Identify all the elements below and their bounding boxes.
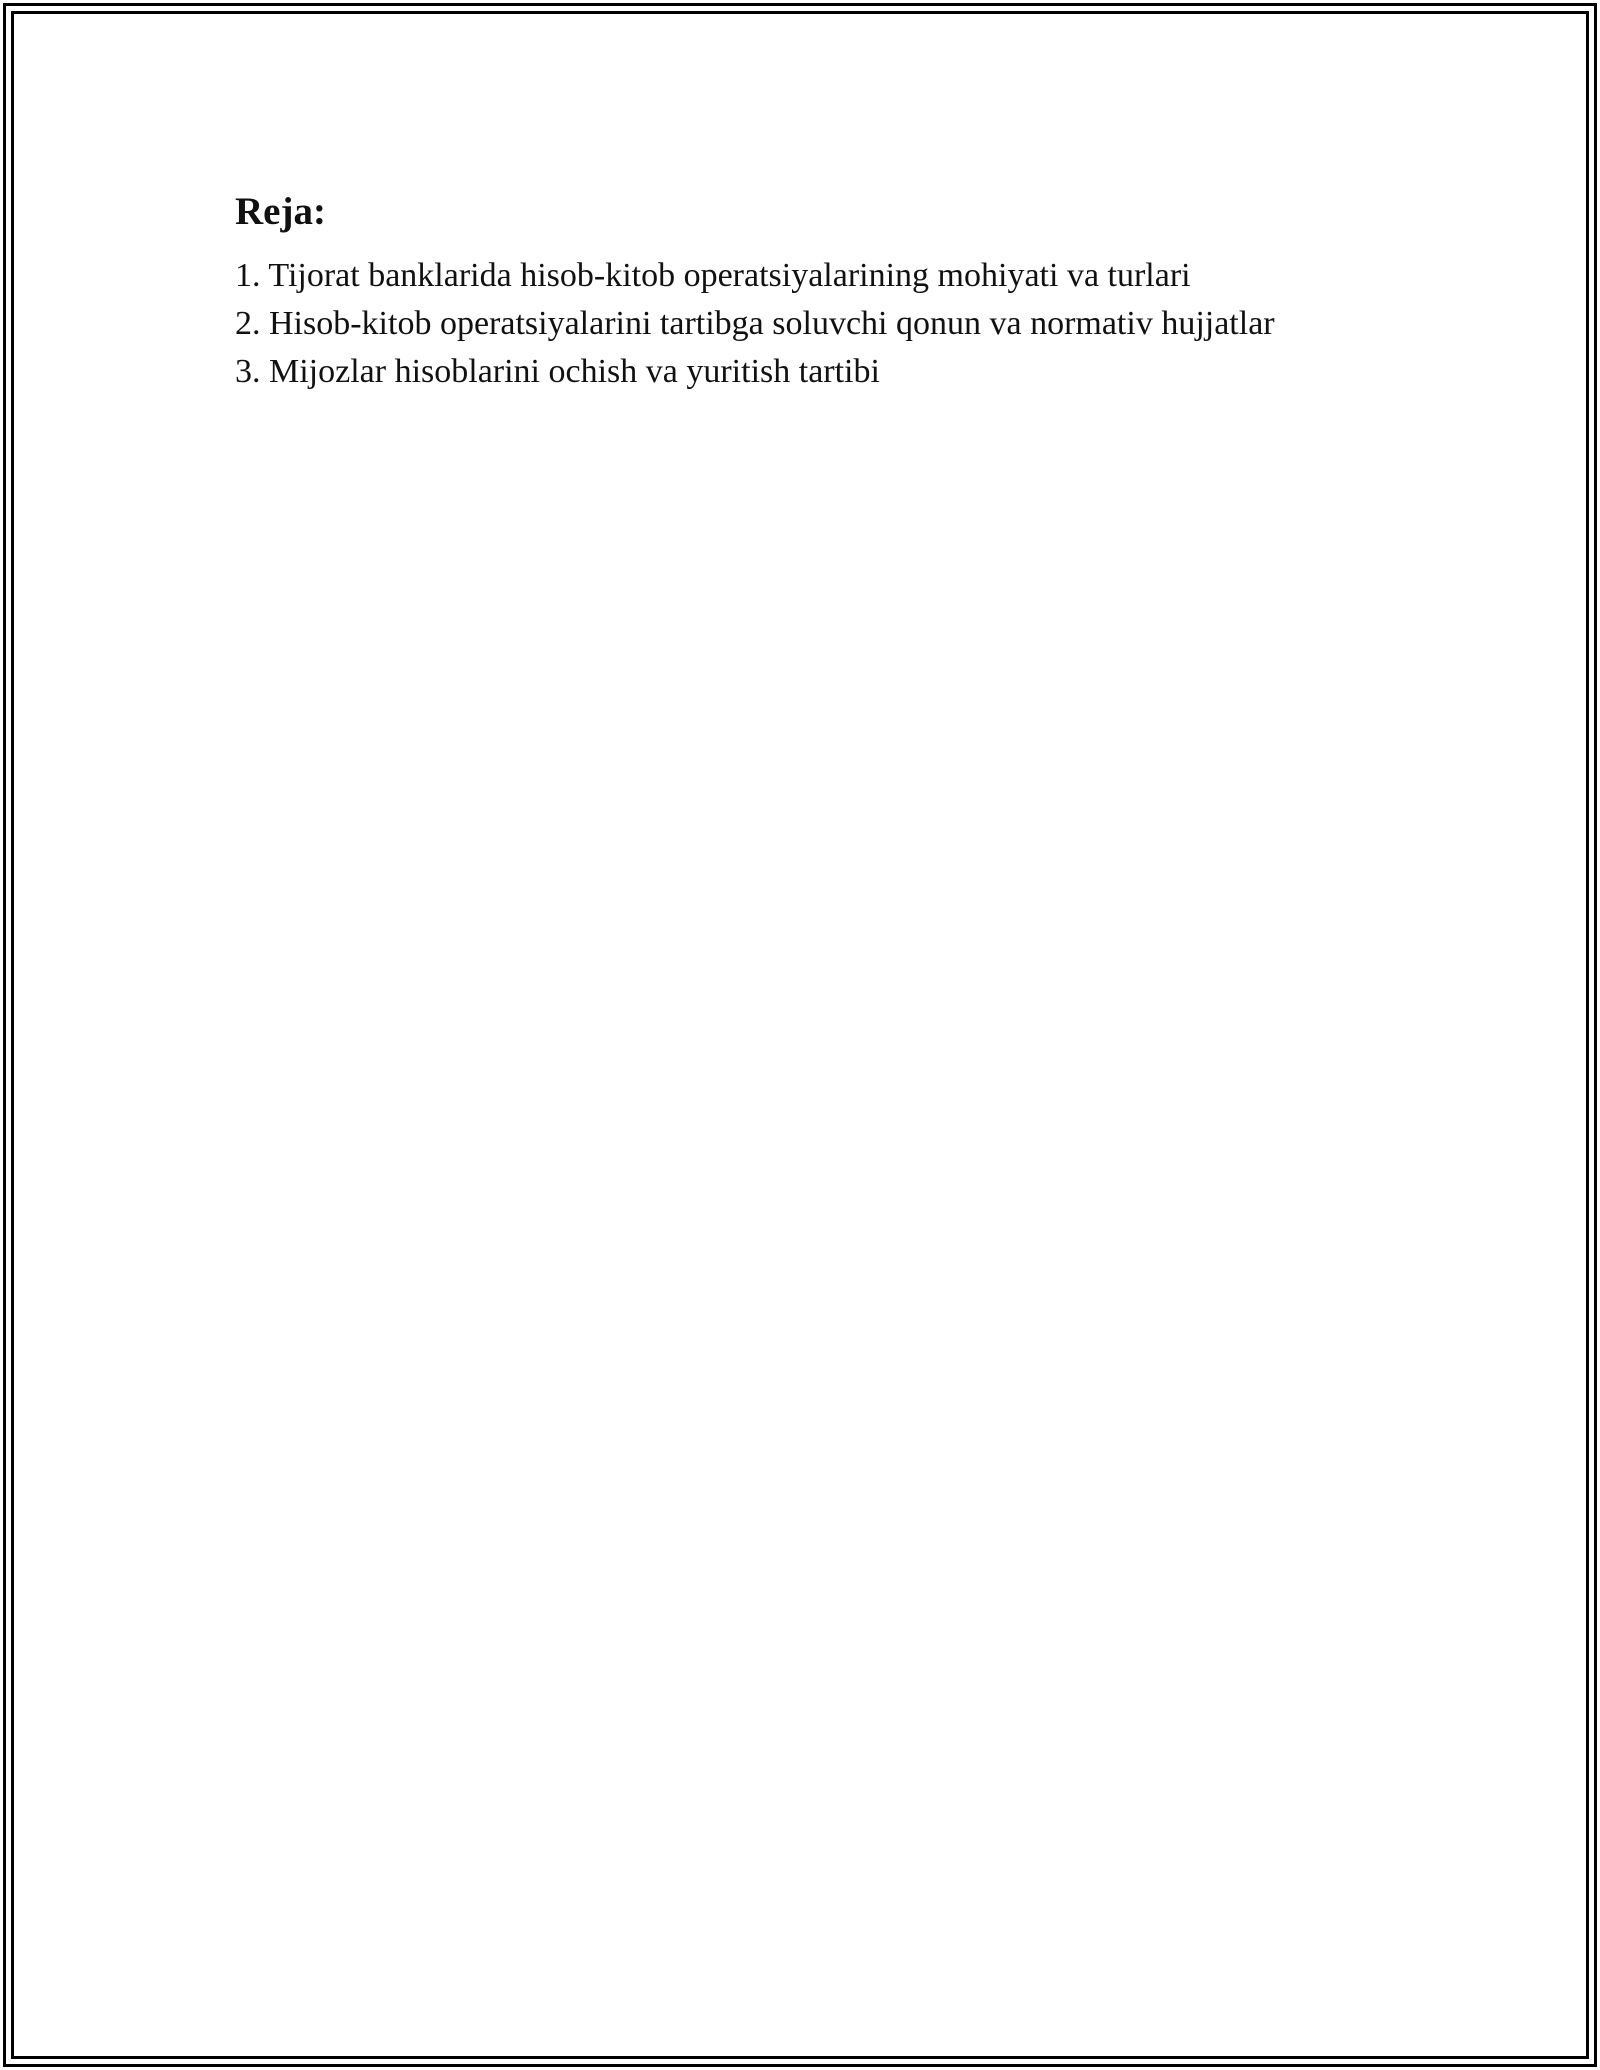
plan-item-3: 3. Mijozlar hisoblarini ochish va yuritish tartibi	[235, 353, 880, 390]
plan-item-1: 1. Tijorat banklarida hisob-kitob operatsiyalarining mohiyati va turlari	[235, 257, 1191, 294]
document-body	[235, 184, 1435, 396]
plan-heading: Reja:	[235, 190, 326, 233]
plan-item-2: 2. Hisob-kitob operatsiyalarini tartibga soluvchi qonun va normativ hujjatlar	[235, 305, 1275, 342]
plan-list	[235, 252, 1435, 396]
